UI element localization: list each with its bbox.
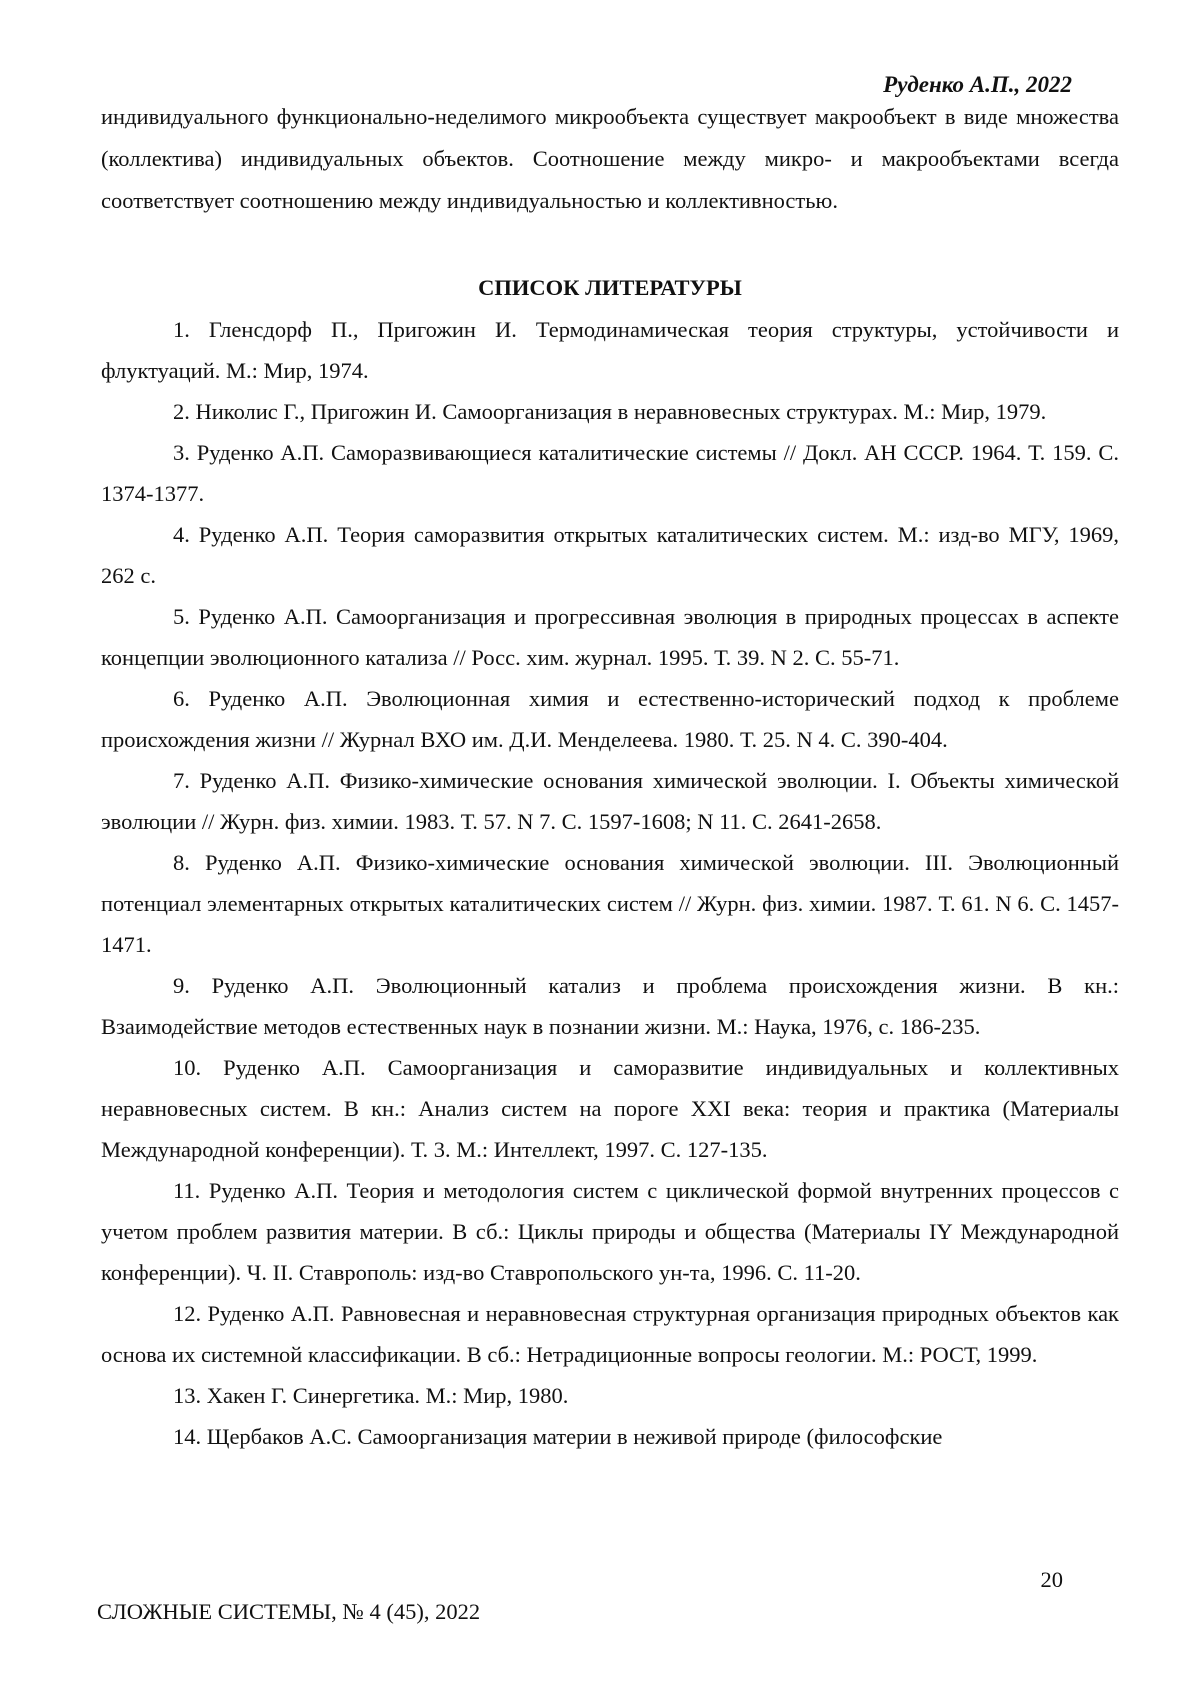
reference-item-8: 8. Руденко А.П. Физико-химические основания химической эволюции. III. Эволюционный потенциал элементарных открытых каталитических систем // Журн. физ. химии. 1987. Т. 61. N 6. С. 1457-1471. <box>101 842 1119 965</box>
reference-item-6: 6. Руденко А.П. Эволюционная химия и естественно-исторический подход к проблеме происхождения жизни // Журнал ВХО им. Д.И. Менделеева. 1980. Т. 25. N 4. С. 390-404. <box>101 678 1119 760</box>
reference-item-4: 4. Руденко А.П. Теория саморазвития открытых каталитических систем. М.: изд-во МГУ, 1969, 262 с. <box>101 514 1119 596</box>
reference-item-14: 14. Щербаков А.С. Самоорганизация материи в неживой природе (философские <box>101 1416 1119 1457</box>
reference-item-3: 3. Руденко А.П. Саморазвивающиеся каталитические системы // Докл. АН СССР. 1964. Т. 159. С. 1374-1377. <box>101 432 1119 514</box>
reference-item-12: 12. Руденко А.П. Равновесная и неравновесная структурная организация природных объектов как основа их системной классификации. В сб.: Нетрадиционные вопросы геологии. М.: РОСТ, 1999. <box>101 1293 1119 1375</box>
reference-item-2: 2. Николис Г., Пригожин И. Самоорганизация в неравновесных структурах. М.: Мир, 1979. <box>101 391 1119 432</box>
journal-footer: СЛОЖНЫЕ СИСТЕМЫ, № 4 (45), 2022 <box>97 1599 480 1625</box>
reference-item-10: 10. Руденко А.П. Самоорганизация и саморазвитие индивидуальных и коллективных неравновесных систем. В кн.: Анализ систем на пороге XXI века: теория и практика (Материалы Международной конференции). Т. 3. М.: Интеллект, 1997. С. 127-135. <box>101 1047 1119 1170</box>
page-content <box>101 96 1119 1457</box>
references-title: СПИСОК ЛИТЕРАТУРЫ <box>101 267 1119 309</box>
reference-item-13: 13. Хакен Г. Синергетика. М.: Мир, 1980. <box>101 1375 1119 1416</box>
running-header: Руденко А.П., 2022 <box>883 72 1072 98</box>
reference-item-7: 7. Руденко А.П. Физико-химические основания химической эволюции. I. Объекты химической эволюции // Журн. физ. химии. 1983. Т. 57. N 7. С. 1597-1608; N 11. С. 2641-2658. <box>101 760 1119 842</box>
reference-item-9: 9. Руденко А.П. Эволюционный катализ и проблема происхождения жизни. В кн.: Взаимодействие методов естественных наук в познании жизни. М.: Наука, 1976, с. 186-235. <box>101 965 1119 1047</box>
reference-list <box>101 309 1119 1457</box>
reference-item-11: 11. Руденко А.П. Теория и методология систем с циклической формой внутренних процессов с учетом проблем развития материи. В сб.: Циклы природы и общества (Материалы IY Международной конференции). Ч. II. Ставрополь: изд-во Ставропольского ун-та, 1996. С. 11-20. <box>101 1170 1119 1293</box>
reference-item-1: 1. Гленсдорф П., Пригожин И. Термодинамическая теория структуры, устойчивости и флуктуаций. М.: Мир, 1974. <box>101 309 1119 391</box>
page-number: 20 <box>1041 1567 1064 1593</box>
intro-paragraph: индивидуального функционально-неделимого микрообъекта существует макрообъект в виде множества (коллектива) индивидуальных объектов. Соотношение между микро- и макрообъектами всегда соответствует соотношению между индивидуальностью и коллективностью. <box>101 96 1119 222</box>
reference-item-5: 5. Руденко А.П. Самоорганизация и прогрессивная эволюция в природных процессах в аспекте концепции эволюционного катализа // Росс. хим. журнал. 1995. Т. 39. N 2. С. 55-71. <box>101 596 1119 678</box>
